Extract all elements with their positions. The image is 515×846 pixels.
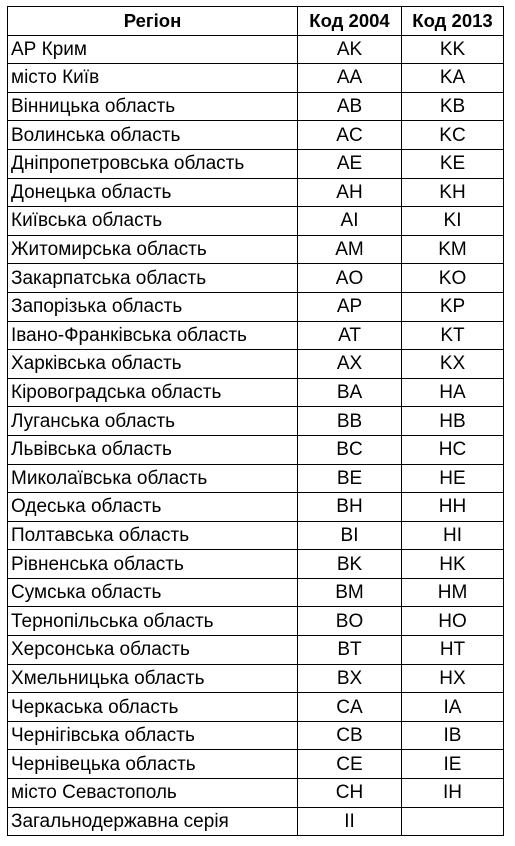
code-2004-cell: BO <box>298 607 402 636</box>
table-row <box>8 521 504 550</box>
table-row <box>8 779 504 808</box>
code-2004-cell: AT <box>298 321 402 350</box>
region-cell: Дніпропетровська область <box>8 149 298 178</box>
code-2004-cell: AM <box>298 235 402 264</box>
header-code-2004: Код 2004 <box>298 7 402 36</box>
region-cell: Закарпатська область <box>8 264 298 293</box>
table-row <box>8 493 504 522</box>
code-2004-cell: AI <box>298 207 402 236</box>
code-2004-cell: BM <box>298 578 402 607</box>
code-2004-cell: AC <box>298 121 402 150</box>
region-cell: Рівненська область <box>8 550 298 579</box>
table-row <box>8 636 504 665</box>
code-2004-cell: AX <box>298 350 402 379</box>
code-2004-cell: BC <box>298 435 402 464</box>
region-cell: Полтавська область <box>8 521 298 550</box>
region-cell: Сумська область <box>8 578 298 607</box>
table-row <box>8 807 504 836</box>
header-row <box>8 7 504 36</box>
table-body <box>8 35 504 836</box>
code-2004-cell: BI <box>298 521 402 550</box>
code-2013-cell: HH <box>402 493 504 522</box>
region-cell: Черкаська область <box>8 693 298 722</box>
code-2013-cell: IE <box>402 750 504 779</box>
code-2004-cell: AE <box>298 149 402 178</box>
region-cell: Львівська область <box>8 435 298 464</box>
table-row <box>8 121 504 150</box>
table-row <box>8 550 504 579</box>
table-row <box>8 578 504 607</box>
code-2004-cell: CH <box>298 779 402 808</box>
header-region: Регіон <box>8 7 298 36</box>
code-2004-cell: BT <box>298 636 402 665</box>
code-2013-cell: KA <box>402 64 504 93</box>
table-row <box>8 207 504 236</box>
table-row <box>8 92 504 121</box>
region-cell: Тернопільська область <box>8 607 298 636</box>
region-cell: Запорізька область <box>8 292 298 321</box>
table-row <box>8 149 504 178</box>
code-2013-cell: IB <box>402 721 504 750</box>
code-2004-cell: CA <box>298 693 402 722</box>
code-2004-cell: AB <box>298 92 402 121</box>
code-2004-cell: AK <box>298 35 402 64</box>
region-cell: Херсонська область <box>8 636 298 665</box>
table-row <box>8 750 504 779</box>
table-row <box>8 435 504 464</box>
code-2004-cell: BB <box>298 407 402 436</box>
code-2013-cell: KM <box>402 235 504 264</box>
region-cell: Київська область <box>8 207 298 236</box>
table-row <box>8 693 504 722</box>
region-cell: Чернігівська область <box>8 721 298 750</box>
region-cell: Волинська область <box>8 121 298 150</box>
region-cell: Житомирська область <box>8 235 298 264</box>
region-cell: Івано-Франківська область <box>8 321 298 350</box>
code-2013-cell: HE <box>402 464 504 493</box>
table-row <box>8 292 504 321</box>
code-2004-cell: BA <box>298 378 402 407</box>
code-2013-cell: HX <box>402 664 504 693</box>
region-cell: АР Крим <box>8 35 298 64</box>
code-2004-cell: BX <box>298 664 402 693</box>
header-code-2013: Код 2013 <box>402 7 504 36</box>
code-2013-cell: KE <box>402 149 504 178</box>
code-2013-cell: IA <box>402 693 504 722</box>
code-2013-cell: HO <box>402 607 504 636</box>
code-2004-cell: AH <box>298 178 402 207</box>
code-2013-cell: KP <box>402 292 504 321</box>
code-2013-cell: HA <box>402 378 504 407</box>
code-2013-cell: HB <box>402 407 504 436</box>
code-2013-cell: HC <box>402 435 504 464</box>
code-2013-cell: KC <box>402 121 504 150</box>
code-2004-cell: II <box>298 807 402 836</box>
code-2013-cell: KI <box>402 207 504 236</box>
code-2013-cell: HM <box>402 578 504 607</box>
region-cell: Загальнодержавна серія <box>8 807 298 836</box>
table-header <box>8 7 504 36</box>
table-row <box>8 178 504 207</box>
region-cell: Хмельницька область <box>8 664 298 693</box>
table-row <box>8 607 504 636</box>
code-2013-cell: HI <box>402 521 504 550</box>
region-cell: Миколаївська область <box>8 464 298 493</box>
table-row <box>8 664 504 693</box>
code-2004-cell: BE <box>298 464 402 493</box>
code-2013-cell: KH <box>402 178 504 207</box>
table-row <box>8 350 504 379</box>
code-2013-cell: KX <box>402 350 504 379</box>
region-codes-table <box>7 6 504 836</box>
region-cell: Донецька область <box>8 178 298 207</box>
code-2013-cell: HT <box>402 636 504 665</box>
code-2004-cell: BH <box>298 493 402 522</box>
code-2013-cell: KK <box>402 35 504 64</box>
region-cell: Луганська область <box>8 407 298 436</box>
code-2004-cell: BK <box>298 550 402 579</box>
code-2013-cell: IH <box>402 779 504 808</box>
code-2013-cell: HK <box>402 550 504 579</box>
region-cell: місто Севастополь <box>8 779 298 808</box>
code-2004-cell: CB <box>298 721 402 750</box>
code-2004-cell: AO <box>298 264 402 293</box>
code-2004-cell: CE <box>298 750 402 779</box>
code-2013-cell: KO <box>402 264 504 293</box>
region-cell: Одеська область <box>8 493 298 522</box>
code-2013-cell: KB <box>402 92 504 121</box>
table-row <box>8 264 504 293</box>
table-row <box>8 464 504 493</box>
code-2013-cell: KT <box>402 321 504 350</box>
table-row <box>8 378 504 407</box>
region-cell: Чернівецька область <box>8 750 298 779</box>
region-cell: Кіровоградська область <box>8 378 298 407</box>
region-cell: місто Київ <box>8 64 298 93</box>
table-row <box>8 407 504 436</box>
code-2004-cell: AA <box>298 64 402 93</box>
region-cell: Вінницька область <box>8 92 298 121</box>
table-row <box>8 721 504 750</box>
code-2013-cell <box>402 807 504 836</box>
region-cell: Харківська область <box>8 350 298 379</box>
table-row <box>8 64 504 93</box>
table-row <box>8 321 504 350</box>
code-2004-cell: AP <box>298 292 402 321</box>
table-row <box>8 35 504 64</box>
table-row <box>8 235 504 264</box>
